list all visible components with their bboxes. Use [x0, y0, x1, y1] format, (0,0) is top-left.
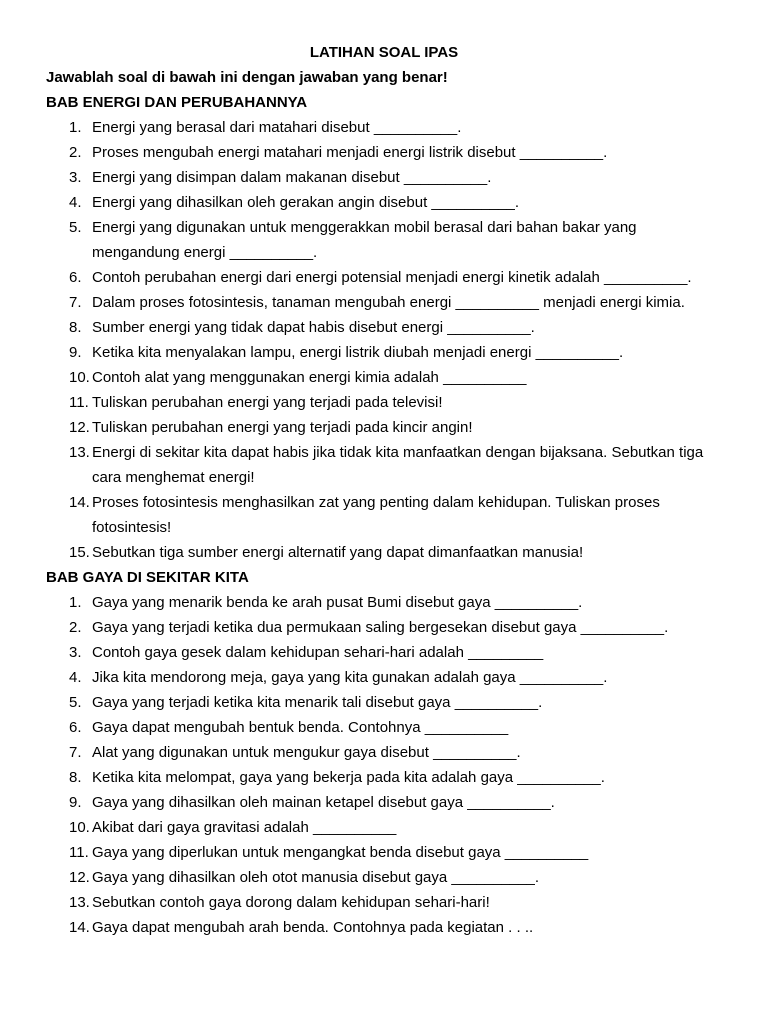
question-text: Proses mengubah energi matahari menjadi energi listrik disebut __________.	[92, 144, 608, 161]
question-text: Gaya yang dihasilkan oleh otot manusia disebut gaya __________.	[92, 869, 539, 886]
question-number: 8.	[69, 319, 82, 336]
question-number: 1.	[69, 119, 82, 136]
question-text: Contoh perubahan energi dari energi potensial menjadi energi kinetik adalah __________.	[92, 269, 692, 286]
question-item	[46, 715, 722, 740]
question-item	[46, 115, 722, 140]
question-number: 1.	[69, 594, 82, 611]
question-number: 2.	[69, 619, 82, 636]
question-number: 14.	[69, 919, 90, 936]
question-number: 12.	[69, 869, 90, 886]
question-item	[46, 215, 722, 265]
question-text: Gaya dapat mengubah bentuk benda. Contohnya __________	[92, 719, 509, 736]
question-text: Akibat dari gaya gravitasi adalah __________	[92, 819, 397, 836]
question-item	[46, 140, 722, 165]
question-list	[46, 590, 722, 940]
question-text: Gaya yang diperlukan untuk mengangkat benda disebut gaya __________	[92, 844, 589, 861]
question-text: Gaya dapat mengubah arah benda. Contohnya pada kegiatan . . ..	[92, 919, 534, 936]
question-number: 2.	[69, 144, 82, 161]
question-item	[46, 615, 722, 640]
question-number: 14.	[69, 494, 90, 511]
question-text: Gaya yang dihasilkan oleh mainan ketapel disebut gaya __________.	[92, 794, 555, 811]
question-item	[46, 165, 722, 190]
question-number: 13.	[69, 894, 90, 911]
question-item	[46, 840, 722, 865]
section-heading: BAB GAYA DI SEKITAR KITA	[46, 569, 249, 586]
question-item	[46, 915, 722, 940]
section-heading: BAB ENERGI DAN PERUBAHANNYA	[46, 94, 308, 111]
question-text: Contoh alat yang menggunakan energi kimia adalah __________	[92, 369, 527, 386]
question-number: 11.	[69, 844, 89, 861]
question-number: 9.	[69, 344, 82, 361]
question-text: Jika kita mendorong meja, gaya yang kita gunakan adalah gaya __________.	[92, 669, 608, 686]
question-item	[46, 540, 722, 565]
question-item	[46, 365, 722, 390]
question-text: Sebutkan tiga sumber energi alternatif yang dapat dimanfaatkan manusia!	[92, 544, 584, 561]
question-number: 4.	[69, 194, 82, 211]
question-number: 6.	[69, 269, 82, 286]
question-number: 3.	[69, 644, 82, 661]
question-text: Energi yang disimpan dalam makanan disebut __________.	[92, 169, 492, 186]
question-text: Alat yang digunakan untuk mengukur gaya disebut __________.	[92, 744, 521, 761]
question-number: 10.	[69, 369, 90, 386]
question-item	[46, 665, 722, 690]
question-number: 15.	[69, 544, 90, 561]
question-number: 5.	[69, 694, 82, 711]
question-item	[46, 890, 722, 915]
question-text: Proses fotosintesis menghasilkan zat yang penting dalam kehidupan. Tuliskan proses fotosintesis!	[92, 494, 660, 536]
question-text: Gaya yang menarik benda ke arah pusat Bumi disebut gaya __________.	[92, 594, 583, 611]
question-text: Ketika kita melompat, gaya yang bekerja pada kita adalah gaya __________.	[92, 769, 605, 786]
question-item	[46, 315, 722, 340]
question-item	[46, 590, 722, 615]
question-item	[46, 265, 722, 290]
question-number: 4.	[69, 669, 82, 686]
question-item	[46, 190, 722, 215]
question-text: Gaya yang terjadi ketika kita menarik tali disebut gaya __________.	[92, 694, 543, 711]
question-number: 3.	[69, 169, 82, 186]
question-list	[46, 115, 722, 565]
question-item	[46, 290, 722, 315]
question-item	[46, 765, 722, 790]
question-number: 6.	[69, 719, 82, 736]
question-number: 7.	[69, 294, 82, 311]
question-text: Gaya yang terjadi ketika dua permukaan saling bergesekan disebut gaya __________.	[92, 619, 669, 636]
question-number: 8.	[69, 769, 82, 786]
question-text: Tuliskan perubahan energi yang terjadi pada kincir angin!	[92, 419, 473, 436]
question-item	[46, 440, 722, 490]
question-text: Contoh gaya gesek dalam kehidupan sehari-hari adalah _________	[92, 644, 544, 661]
question-item	[46, 415, 722, 440]
question-text: Sumber energi yang tidak dapat habis disebut energi __________.	[92, 319, 535, 336]
question-item	[46, 640, 722, 665]
question-item	[46, 740, 722, 765]
question-item	[46, 865, 722, 890]
question-text: Dalam proses fotosintesis, tanaman mengubah energi __________ menjadi energi kimia.	[92, 294, 685, 311]
question-text: Sebutkan contoh gaya dorong dalam kehidupan sehari-hari!	[92, 894, 490, 911]
question-number: 9.	[69, 794, 82, 811]
sections-container	[46, 90, 722, 940]
question-item	[46, 790, 722, 815]
question-item	[46, 490, 722, 540]
question-number: 11.	[69, 394, 89, 411]
question-text: Ketika kita menyalakan lampu, energi listrik diubah menjadi energi __________.	[92, 344, 624, 361]
question-text: Energi di sekitar kita dapat habis jika tidak kita manfaatkan dengan bijaksana. Sebutkan tiga cara menghemat energi!	[92, 444, 704, 486]
question-number: 10.	[69, 819, 90, 836]
instruction-text: Jawablah soal di bawah ini dengan jawaban yang benar!	[46, 69, 448, 86]
question-text: Tuliskan perubahan energi yang terjadi pada televisi!	[92, 394, 443, 411]
question-text: Energi yang berasal dari matahari disebut __________.	[92, 119, 462, 136]
question-number: 5.	[69, 219, 82, 236]
question-item	[46, 390, 722, 415]
question-text: Energi yang dihasilkan oleh gerakan angin disebut __________.	[92, 194, 519, 211]
question-item	[46, 815, 722, 840]
question-number: 13.	[69, 444, 90, 461]
question-item	[46, 690, 722, 715]
question-item	[46, 340, 722, 365]
question-text: Energi yang digunakan untuk menggerakkan mobil berasal dari bahan bakar yang mengandung energi __________.	[92, 219, 637, 261]
page-title: LATIHAN SOAL IPAS	[309, 44, 459, 61]
question-number: 12.	[69, 419, 90, 436]
question-number: 7.	[69, 744, 82, 761]
